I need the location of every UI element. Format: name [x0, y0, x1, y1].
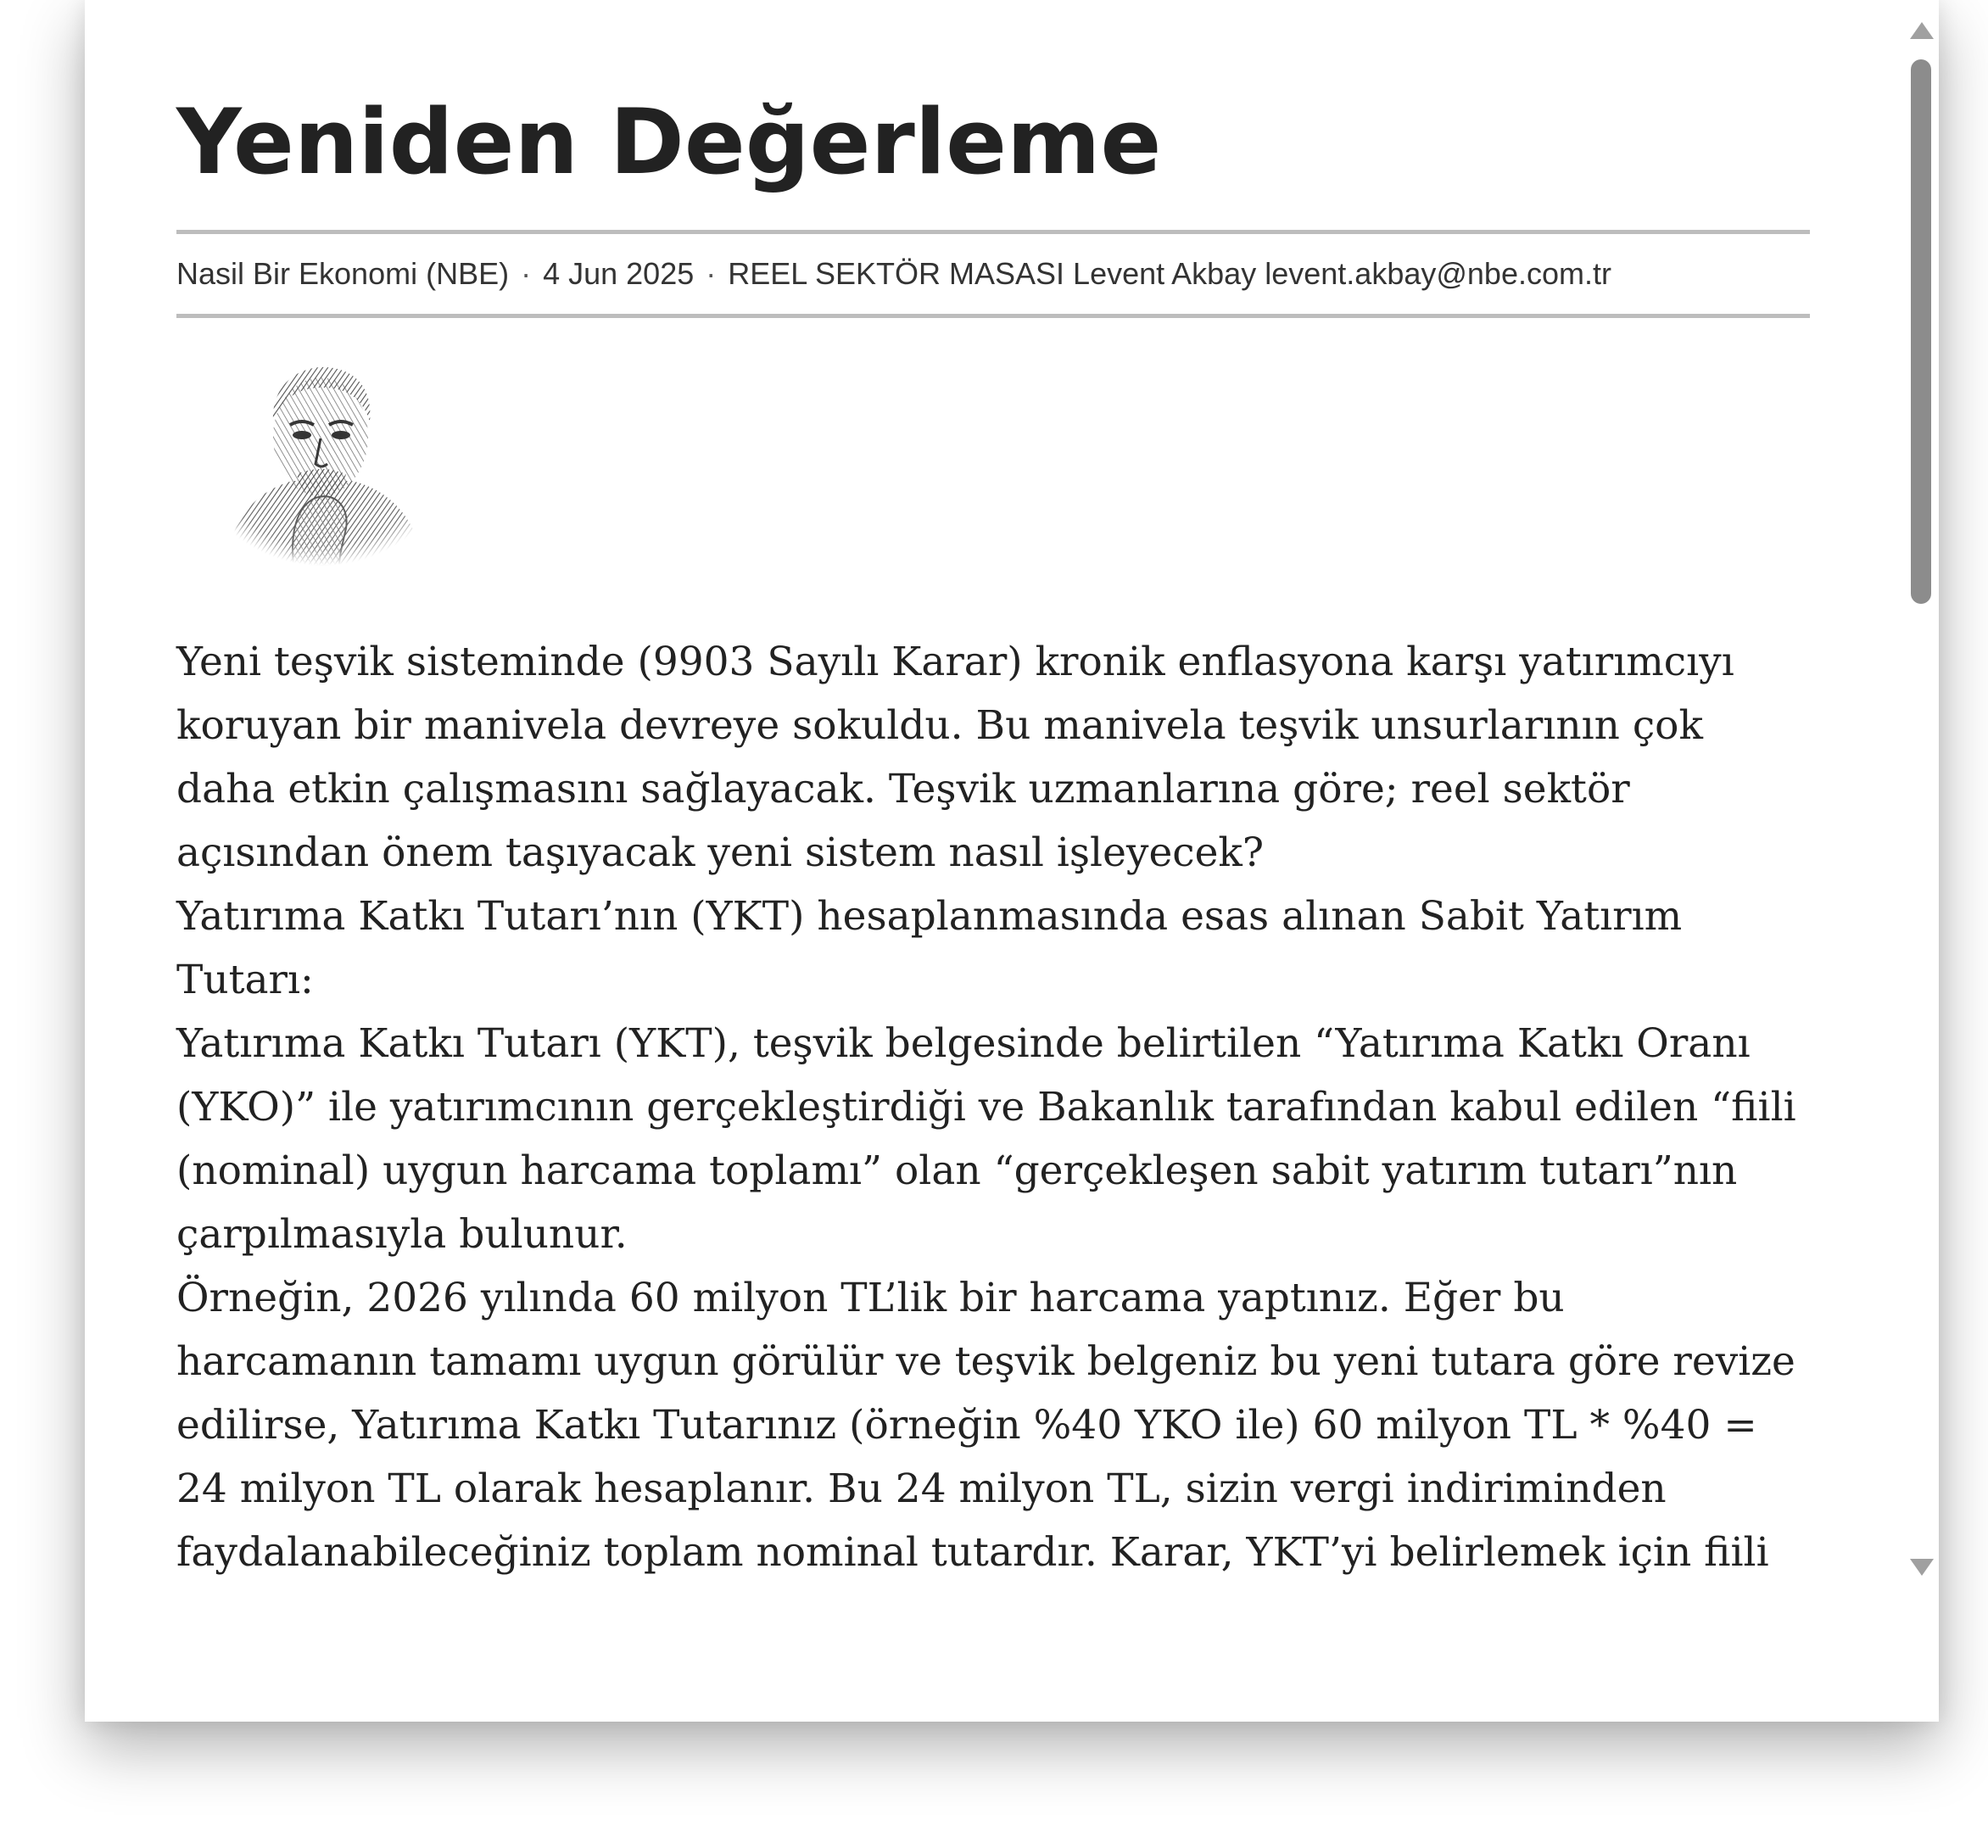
- article-body: [176, 630, 1810, 1584]
- vertical-scrollbar[interactable]: [1901, 0, 1939, 1603]
- publication-name: Nasil Bir Ekonomi (NBE): [176, 256, 510, 292]
- paragraph: Yatırıma Katkı Tutarı’nın (YKT) hesaplanmasında esas alınan Sabit Yatırım Tutarı:: [176, 893, 1683, 1004]
- scrollbar-thumb[interactable]: [1911, 59, 1931, 604]
- paragraph: Örneğin, 2026 yılında 60 milyon TL’lik bir harcama yaptınız. Eğer bu harcamanın tamamı uygun görülür ve teşvik belgeniz bu yeni tutara göre revize edilirse, Yatırıma Katkı Tutarınız (örneğin %40 YKO ile) 60 milyon TL * %40 = 24 milyon TL olarak hesaplanır. Bu 24 milyon TL, sizin vergi indiriminden faydalanabileceğiniz toplam nominal tutardır. Karar, YKT’yi belirlemek için fiili: [176, 1275, 1795, 1577]
- byline-separator: ·: [521, 256, 532, 292]
- byline-separator: ·: [706, 256, 717, 292]
- author-name: Levent Akbay: [1073, 256, 1257, 292]
- scroll-up-arrow-icon[interactable]: [1910, 22, 1934, 39]
- article-window: [85, 0, 1939, 1722]
- byline-bottom-divider: [176, 314, 1810, 318]
- publish-date: 4 Jun 2025: [543, 256, 695, 292]
- author-email[interactable]: levent.akbay@nbe.com.tr: [1265, 256, 1611, 292]
- paragraph: Yeni teşvik sisteminde (9903 Sayılı Karar) kronik enflasyona karşı yatırımcıyı koruyan bir manivela devreye sokuldu. Bu manivela teşvik unsurlarının çok daha etkin çalışmasını sağlayacak. Teşvik uzmanlarına göre; reel sektör açısından önem taşıyacak yeni sistem nasıl işleyecek?: [176, 639, 1734, 877]
- headline: Yeniden Değerleme: [176, 90, 1162, 194]
- paragraph: Yatırıma Katkı Tutarı (YKT), teşvik belgesinde belirtilen “Yatırıma Katkı Oranı (YKO)” ile yatırımcının gerçekleştirdiği ve Bakanlık tarafından kabul edilen “fiili (nominal) uygun harcama toplamı” olan “gerçekleşen sabit yatırım tutarı”nın çarpılmasıyla bulunur.: [176, 1020, 1796, 1259]
- scroll-down-arrow-icon[interactable]: [1910, 1559, 1934, 1576]
- article: [176, 0, 1810, 1584]
- desk-name: REEL SEKTÖR MASASI: [728, 256, 1065, 292]
- author-portrait-icon: [212, 362, 433, 566]
- author-portrait: [212, 362, 433, 566]
- byline: [176, 234, 1810, 314]
